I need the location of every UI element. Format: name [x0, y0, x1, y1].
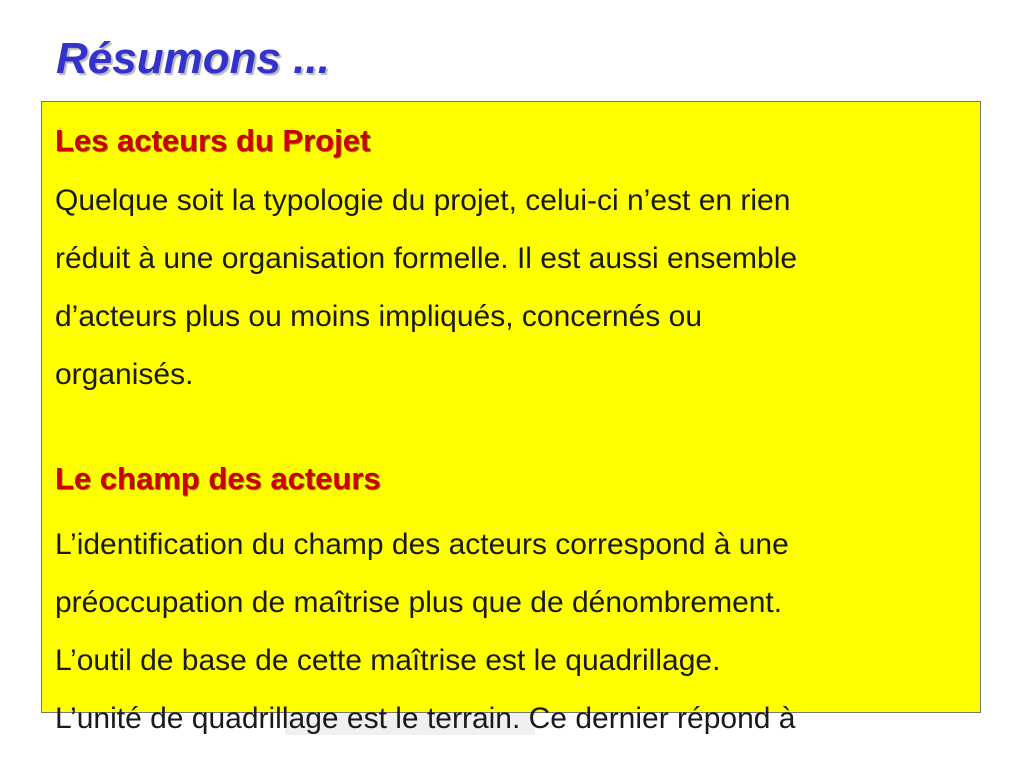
- section-paragraph-project-actors: [55, 172, 975, 404]
- section-heading-actors-field: Le champ des acteurs: [55, 461, 381, 496]
- paragraph-line: d’acteurs plus ou moins impliqués, concernés ou: [55, 300, 703, 333]
- paragraph-line: L’unité de quadrillage est le terrain. Ce dernier répond à: [55, 702, 796, 735]
- paragraph-line: Quelque soit la typologie du projet, celui-ci n’est en rien: [55, 184, 791, 217]
- slide-title: Résumons ...: [56, 34, 330, 83]
- section-heading-project-actors: Les acteurs du Projet: [55, 123, 371, 158]
- section-paragraph-actors-field: [55, 516, 975, 748]
- paragraph-line: organisés.: [55, 358, 194, 391]
- paragraph-line: L’outil de base de cette maîtrise est le quadrillage.: [55, 644, 721, 677]
- paragraph-line: préoccupation de maîtrise plus que de dénombrement.: [55, 586, 783, 619]
- paragraph-line: L’identification du champ des acteurs correspond à une: [55, 528, 789, 561]
- paragraph-line: réduit à une organisation formelle. Il est aussi ensemble: [55, 242, 798, 275]
